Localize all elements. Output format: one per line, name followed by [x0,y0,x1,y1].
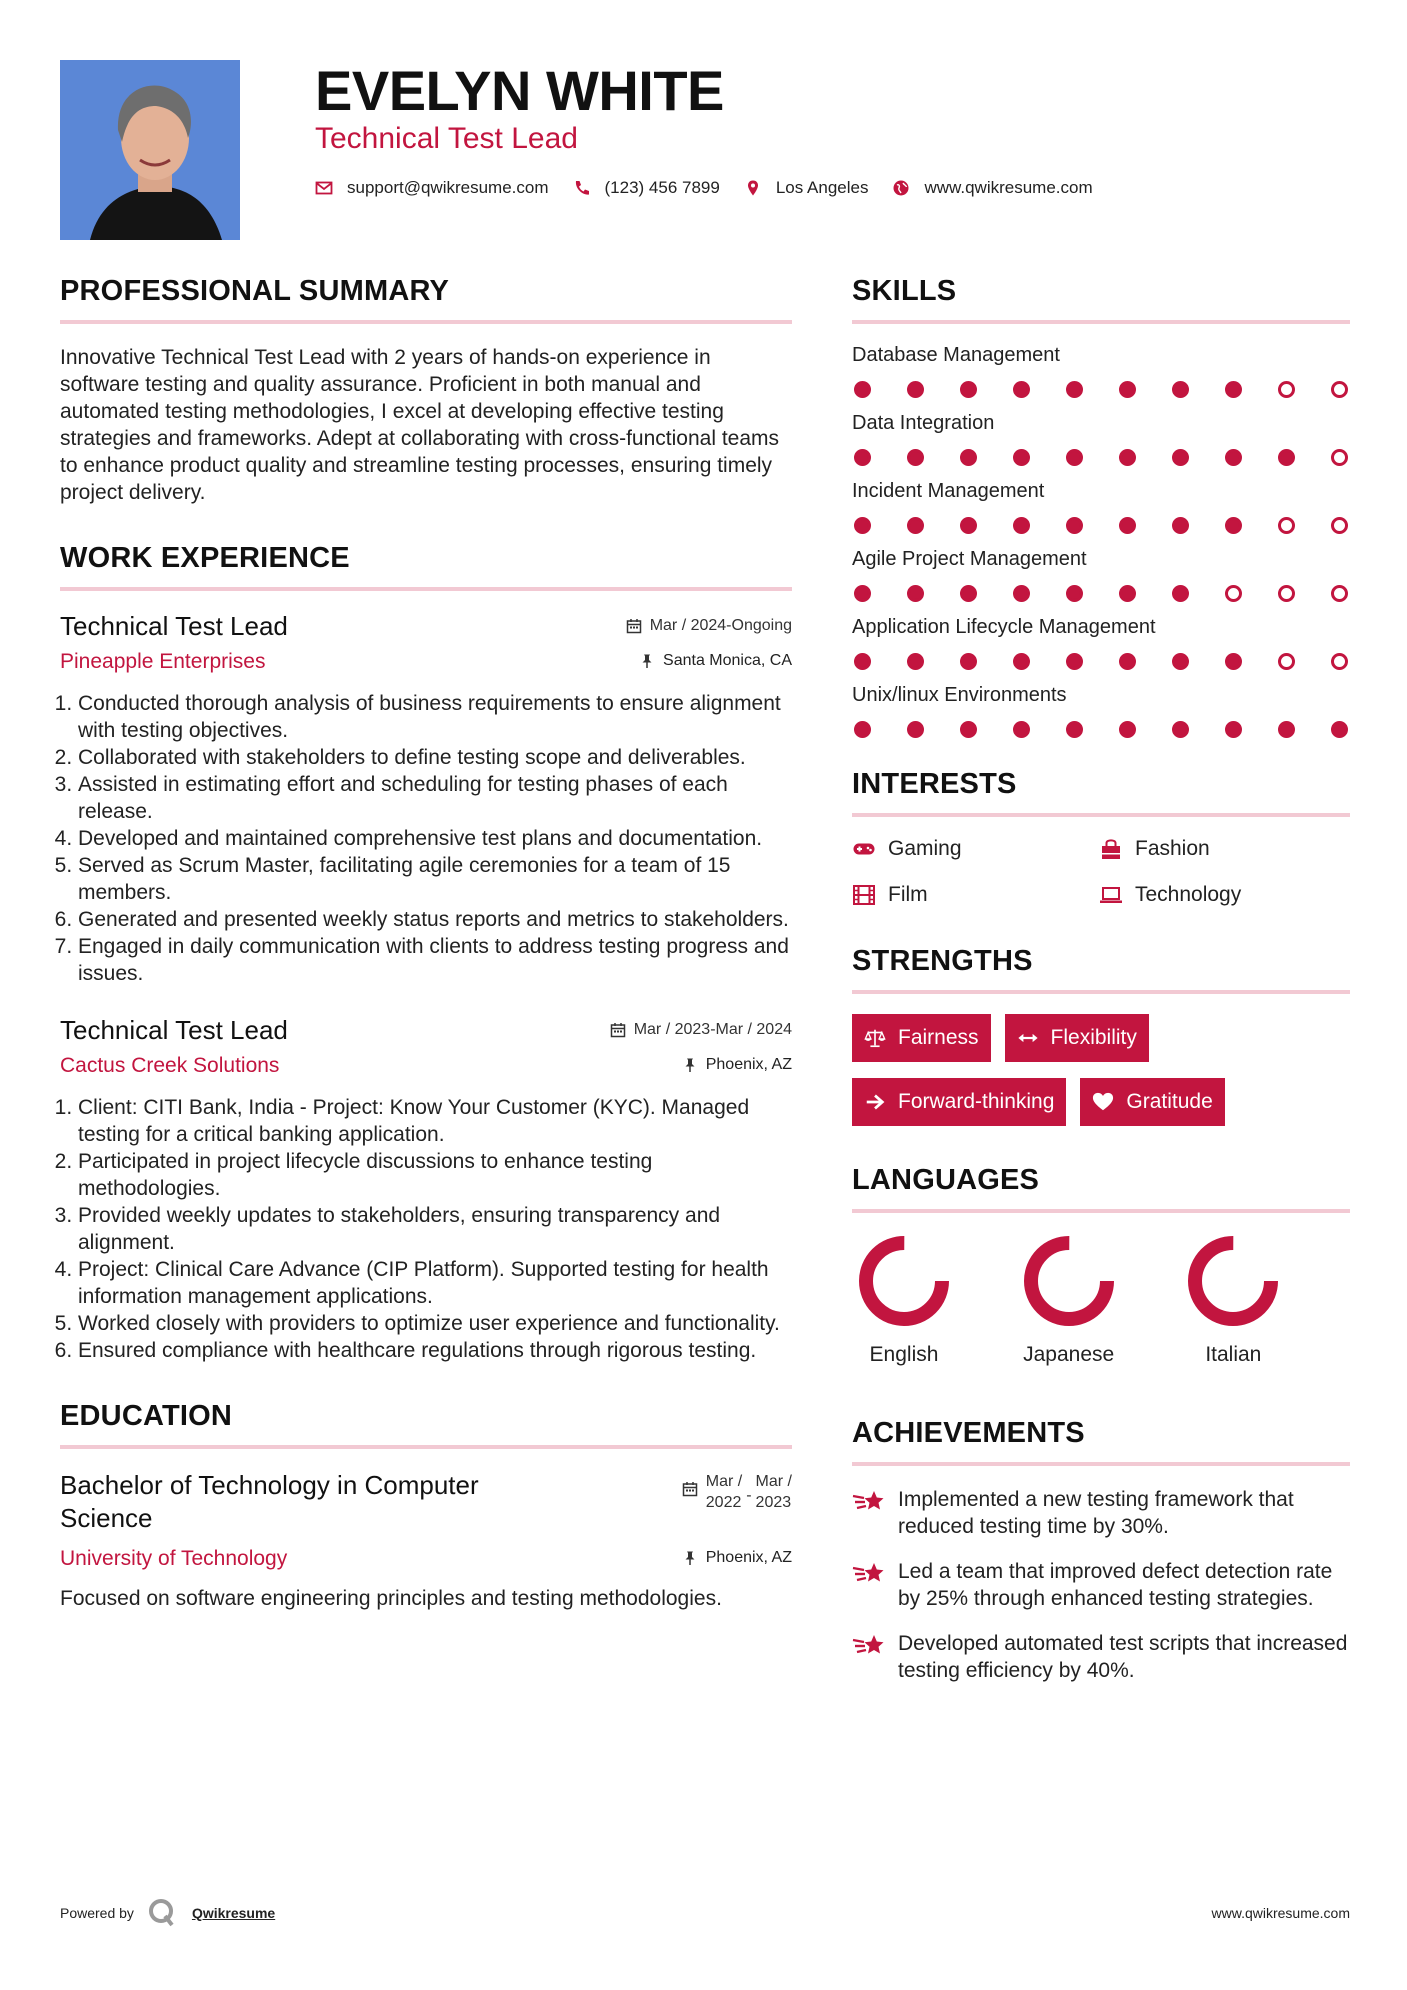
rating-dot-filled [1172,585,1189,602]
strength-badge [852,1078,1066,1126]
rating-dot-filled [960,585,977,602]
rating-dot-filled [1066,653,1083,670]
responsibility-item: 2. Participated in project lifecycle discussions to enhance testing methodologies. [78,1148,792,1202]
pushpin-icon [682,1550,698,1566]
rating-dot-empty [1278,585,1295,602]
job-location-text: Santa Monica, CA [663,652,792,669]
skills-list [852,344,1350,738]
candidate-title: Technical Test Lead [315,122,578,155]
education-location-text: Phoenix, AZ [705,1549,792,1566]
phone-icon [573,179,591,197]
language-proficiency-ring [856,1233,952,1329]
skill-item [852,344,1350,398]
skill-name: Application Lifecycle Management [852,616,1156,638]
responsibility-item: 3. Provided weekly updates to stakeholders, ensuring transparency and alignment. [78,1202,792,1256]
language-item [856,1233,1021,1367]
job-entry [60,611,792,987]
education-location [682,1549,792,1567]
responsibility-item: 6. Ensured compliance with healthcare regulations through rigorous testing. [78,1337,792,1364]
skill-name: Agile Project Management [852,548,1087,570]
job-company: Pineapple Enterprises [60,650,266,673]
interests-section [852,768,1350,907]
contact-website-text: www.qwikresume.com [924,178,1093,197]
language-name: English [869,1343,939,1366]
responsibility-item: 5. Served as Scrum Master, facilitating agile ceremonies for a team of 15 members. [78,852,792,906]
shooting-star-icon [852,1560,886,1588]
achievements-list [852,1486,1350,1684]
rating-dot-empty [1331,517,1348,534]
pushpin-icon [682,1057,698,1073]
strength-badge [852,1014,991,1062]
rating-dot-filled [1066,585,1083,602]
language-item [1185,1233,1350,1367]
rating-dot-filled [907,449,924,466]
pushpin-icon [639,653,655,669]
achievement-item [852,1486,1350,1540]
responsibility-item: 5. Worked closely with providers to optimize user experience and functionality. [78,1310,792,1337]
rating-dot-filled [1066,721,1083,738]
rating-dot-filled [1066,381,1083,398]
rating-dot-filled [854,721,871,738]
rating-dot-filled [1331,721,1348,738]
skill-name: Database Management [852,344,1060,366]
rating-dot-filled [854,381,871,398]
interest-item [852,883,1099,907]
job-title: Technical Test Lead [60,611,288,641]
language-proficiency-ring [1021,1233,1117,1329]
education-dates [682,1471,792,1535]
education-start-month: Mar / [705,1473,743,1490]
skill-rating [852,585,1350,602]
rating-dot-filled [1119,381,1136,398]
rating-dot-filled [1225,721,1242,738]
skill-item [852,548,1350,602]
strength-label: Gratitude [1126,1090,1213,1113]
summary-section [60,275,792,506]
skill-rating [852,721,1350,738]
job-dates-text: Mar / 2024-Ongoing [649,617,792,634]
laptop-icon [1099,883,1123,907]
rating-dot-filled [1066,517,1083,534]
rating-dot-filled [1119,449,1136,466]
calendar-icon [682,1481,698,1497]
rating-dot-filled [854,517,871,534]
education-start-year: 2022 [705,1494,742,1511]
interest-label: Film [888,883,928,906]
language-item [1021,1233,1186,1367]
contact-bar [315,178,1117,198]
interest-item [1099,837,1346,861]
skills-heading: SKILLS [852,275,1350,324]
proficiency-arc [1031,1243,1107,1319]
strength-label: Flexibility [1050,1026,1137,1049]
rating-dot-filled [1013,517,1030,534]
shopping-bag-icon [1099,837,1123,861]
skill-item [852,684,1350,738]
contact-email[interactable] [315,178,549,198]
calendar-icon [610,1022,626,1038]
achievement-text: Led a team that improved defect detection rate by 25% through enhanced testing strategies. [898,1560,1333,1610]
responsibility-item: 1. Client: CITI Bank, India - Project: Know Your Customer (KYC). Managed testing for a critical banking application. [78,1094,792,1148]
calendar-icon [626,618,642,634]
rating-dot-filled [907,653,924,670]
skills-section [852,275,1350,738]
globe-icon [892,179,910,197]
rating-dot-filled [1119,585,1136,602]
achievements-section [852,1417,1350,1684]
rating-dot-filled [960,653,977,670]
interest-label: Gaming [888,837,962,860]
rating-dot-filled [960,449,977,466]
school-name: University of Technology [60,1547,288,1570]
interest-label: Fashion [1135,837,1210,860]
skill-item [852,616,1350,670]
achievement-item [852,1558,1350,1612]
rating-dot-filled [1119,517,1136,534]
skill-name: Incident Management [852,480,1045,502]
rating-dot-filled [1013,449,1030,466]
responsibility-item: 1. Conducted thorough analysis of business requirements to ensure alignment with testing objectives. [78,690,792,744]
summary-text: Innovative Technical Test Lead with 2 years of hands-on experience in software testing and quality assurance. Proficient in both manual and automated testing methodologies, I excel at developing effective testing strategies and frameworks. Adept at collaborating with cross-functional teams to enhance product quality and streamline testing processes, ensuring timely project delivery. [60,346,780,504]
education-description: Focused on software engineering principles and testing methodologies. [60,1587,722,1610]
contact-email-text: support@qwikresume.com [347,178,549,197]
rating-dot-filled [1172,449,1189,466]
language-name: Japanese [1023,1343,1115,1366]
rating-dot-filled [960,721,977,738]
rating-dot-filled [1225,449,1242,466]
rating-dot-filled [960,517,977,534]
skill-rating [852,381,1350,398]
rating-dot-filled [1172,653,1189,670]
education-end-month: Mar / [755,1473,792,1490]
rating-dot-empty [1331,585,1348,602]
job-entry [60,1015,792,1364]
contact-website[interactable] [892,178,1092,198]
job-dates-text: Mar / 2023-Mar / 2024 [633,1021,792,1038]
achievement-item [852,1630,1350,1684]
skill-name: Unix/linux Environments [852,684,1067,706]
right-column [852,275,1350,1702]
responsibility-item: 4. Developed and maintained comprehensive test plans and documentation. [78,825,792,852]
strength-label: Forward-thinking [898,1090,1055,1113]
rating-dot-filled [907,517,924,534]
achievement-text: Implemented a new testing framework that reduced testing time by 30%. [898,1488,1294,1538]
contact-location [744,178,869,198]
interests-grid [852,837,1350,907]
strength-badge [1005,1014,1149,1062]
gamepad-icon [852,837,876,861]
education-date-separator: - [746,1487,752,1504]
rating-dot-filled [1278,449,1295,466]
arrow-right-icon [864,1091,886,1113]
rating-dot-filled [1225,653,1242,670]
strength-label: Fairness [898,1026,979,1049]
job-responsibilities [60,690,792,987]
summary-heading: PROFESSIONAL SUMMARY [60,275,792,324]
responsibility-item: 2. Collaborated with stakeholders to define testing scope and deliverables. [78,744,792,771]
skill-item [852,480,1350,534]
rating-dot-filled [907,381,924,398]
responsibility-item: 6. Generated and presented weekly status reports and metrics to stakeholders. [78,906,792,933]
rating-dot-filled [1013,585,1030,602]
experience-section [60,542,792,1364]
contact-phone[interactable] [573,178,720,198]
responsibility-item: 3. Assisted in estimating effort and scheduling for testing phases of each release. [78,771,792,825]
profile-photo [60,60,240,240]
job-responsibilities [60,1094,792,1364]
rating-dot-filled [854,653,871,670]
rating-dot-filled [854,585,871,602]
rating-dot-empty [1225,585,1242,602]
rating-dot-filled [1119,721,1136,738]
language-proficiency-ring [1185,1233,1281,1329]
footer-powered-by [60,1898,275,1928]
strengths-section [852,945,1350,1126]
shooting-star-icon [852,1488,886,1516]
language-name: Italian [1205,1343,1262,1366]
languages-heading: LANGUAGES [852,1164,1350,1213]
balance-scale-icon [864,1027,886,1049]
job-title: Technical Test Lead [60,1015,288,1045]
strengths-list [852,1014,1350,1126]
achievement-text: Developed automated test scripts that increased testing efficiency by 40%. [898,1632,1348,1682]
job-location-text: Phoenix, AZ [705,1056,792,1073]
interest-item [852,837,1099,861]
job-dates [610,1021,792,1039]
rating-dot-filled [1013,653,1030,670]
skill-rating [852,653,1350,670]
shooting-star-icon [852,1632,886,1660]
achievements-heading: ACHIEVEMENTS [852,1417,1350,1466]
skill-name: Data Integration [852,412,995,434]
strength-badge [1080,1078,1224,1126]
rating-dot-filled [1066,449,1083,466]
rating-dot-empty [1278,517,1295,534]
powered-by-text: Powered by [60,1905,134,1921]
skill-rating [852,449,1350,466]
job-location [639,652,792,670]
job-company: Cactus Creek Solutions [60,1054,280,1077]
strengths-heading: STRENGTHS [852,945,1350,994]
education-end-year: 2023 [755,1494,792,1511]
rating-dot-filled [960,381,977,398]
skill-rating [852,517,1350,534]
envelope-icon [315,179,333,197]
candidate-name: EVELYN WHITE [315,59,724,122]
heart-icon [1092,1091,1114,1113]
left-column [60,275,792,1612]
rating-dot-filled [1013,721,1030,738]
rating-dot-filled [1172,517,1189,534]
contact-location-text: Los Angeles [775,178,869,197]
rating-dot-filled [1225,517,1242,534]
arrows-horizontal-icon [1017,1027,1039,1049]
interests-heading: INTERESTS [852,768,1350,817]
portrait-image [60,60,240,240]
experience-heading: WORK EXPERIENCE [60,542,792,591]
proficiency-arc [866,1243,942,1319]
rating-dot-empty [1278,381,1295,398]
footer-url[interactable]: www.qwikresume.com [1211,1905,1350,1921]
education-section [60,1400,792,1612]
languages-list [852,1233,1350,1367]
rating-dot-empty [1331,449,1348,466]
contact-phone-text: (123) 456 7899 [604,178,720,197]
film-icon [852,883,876,907]
education-heading: EDUCATION [60,1400,792,1449]
skill-item [852,412,1350,466]
rating-dot-filled [907,585,924,602]
rating-dot-filled [1172,381,1189,398]
rating-dot-filled [1278,721,1295,738]
job-dates [626,617,792,635]
interest-item [1099,883,1346,907]
job-location [682,1056,792,1074]
degree-title: Bachelor of Technology in Computer Science [60,1470,479,1533]
rating-dot-filled [1172,721,1189,738]
proficiency-arc [1195,1243,1271,1319]
rating-dot-filled [854,449,871,466]
rating-dot-empty [1331,653,1348,670]
responsibility-item: 4. Project: Clinical Care Advance (CIP Platform). Supported testing for health information management applications. [78,1256,792,1310]
interest-label: Technology [1135,883,1242,906]
rating-dot-filled [907,721,924,738]
map-pin-icon [744,179,762,197]
job-list [60,611,792,1364]
responsibility-item: 7. Engaged in daily communication with clients to address testing progress and issues. [78,933,792,987]
languages-section [852,1164,1350,1367]
rating-dot-filled [1013,381,1030,398]
qwikresume-logo-icon [148,1898,176,1928]
rating-dot-filled [1225,381,1242,398]
rating-dot-empty [1278,653,1295,670]
rating-dot-filled [1119,653,1136,670]
rating-dot-empty [1331,381,1348,398]
brand-link[interactable]: Qwikresume [191,1905,276,1921]
